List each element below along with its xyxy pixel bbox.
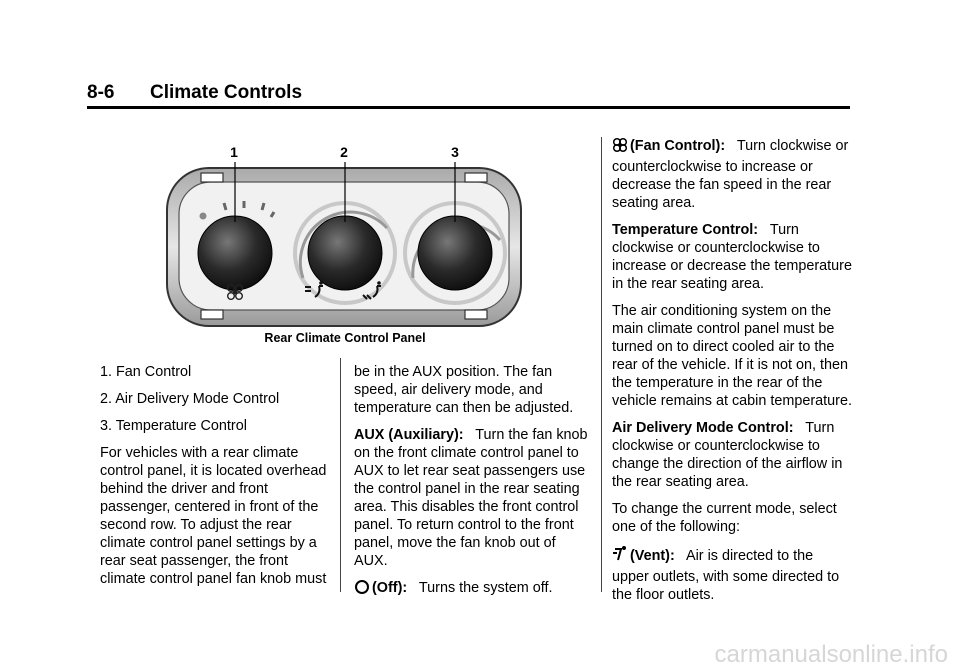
page-number: 8-6 [87, 82, 115, 103]
vent-paragraph [612, 545, 852, 604]
fan-indicator-3 [262, 203, 264, 210]
aux-term: AUX (Auxiliary): [354, 427, 464, 443]
intro-paragraph: For vehicles with a rear climate control panel, it is located overhead behind the driver and front passenger, centered in front of the second row. To adjust the rear climate control panel settings by a rear seat passenger, the front climate control panel fan knob must [100, 445, 327, 587]
column-divider-1 [340, 358, 341, 592]
vent-mode-icon [612, 545, 628, 568]
fan-control-text: Turn clockwise or counterclockwise to increase or decrease the fan speed in the rear seating area. [612, 138, 849, 211]
header-rule [87, 106, 850, 109]
column-3 [612, 137, 852, 613]
fan-knob [198, 216, 272, 290]
column-2 [354, 363, 590, 609]
mode-knob [308, 216, 382, 290]
off-paragraph [354, 579, 590, 600]
callout-3: 3 [451, 144, 459, 160]
vent-term: (Vent): [630, 548, 675, 564]
mode-text: Turn clockwise or counterclockwise to change the direction of the airflow in the rear seating area. [612, 420, 843, 490]
fan-control-term: (Fan Control): [630, 138, 726, 154]
column-divider-2 [601, 137, 602, 592]
aux-text: Turn the fan knob on the front climate control panel to AUX to let rear seat passengers use the control panel in the rear seating area. This disables the front control panel. To return control to the front panel, move the fan knob out of AUX. [354, 427, 588, 569]
top-left-clip [201, 173, 223, 182]
watermark: carmanualsonline.info [714, 641, 948, 668]
ac-paragraph: The air conditioning system on the main climate control panel must be turned on to direct cooled air to the rear of the vehicle. If it is not on, then the temperature in the rear of the vehicle remains at cabin temperature. [612, 303, 852, 409]
temperature-paragraph [612, 221, 852, 293]
fan-control-paragraph [612, 137, 852, 212]
section-title: Climate Controls [150, 82, 303, 103]
off-icon [354, 579, 370, 600]
aux-paragraph [354, 426, 590, 570]
list-item-air-delivery: 2. Air Delivery Mode Control [100, 391, 280, 407]
fan-indicator-off [200, 213, 207, 220]
temperature-term: Temperature Control: [612, 222, 759, 238]
aux-intro-paragraph: be in the AUX position. The fan speed, air delivery mode, and temperature can then be adjusted. [354, 364, 574, 416]
mode-paragraph [612, 419, 852, 491]
vent-text: Air is directed to the upper outlets, with some directed to the floor outlets. [612, 548, 840, 603]
column-1 [100, 363, 330, 597]
bottom-left-clip [201, 310, 223, 319]
page-header [87, 82, 302, 104]
fan-indicator-1 [224, 203, 226, 210]
off-term: (Off): [372, 580, 408, 596]
rear-climate-panel-illustration [165, 140, 525, 335]
list-item-fan-control: 1. Fan Control [100, 364, 192, 380]
list-item-temperature: 3. Temperature Control [100, 418, 247, 434]
temperature-text: Turn clockwise or counterclockwise to increase or decrease the temperature in the rear seating area. [612, 222, 852, 292]
callout-2: 2 [340, 144, 348, 160]
off-text: Turns the system off. [418, 580, 553, 596]
figure-caption: Rear Climate Control Panel [264, 331, 426, 345]
fan-icon [612, 137, 628, 158]
callout-1: 1 [230, 144, 238, 160]
mode-term: Air Delivery Mode Control: [612, 420, 794, 436]
change-mode-paragraph: To change the current mode, select one of the following: [612, 501, 837, 535]
temp-knob [418, 216, 492, 290]
bottom-right-clip [465, 310, 487, 319]
top-right-clip [465, 173, 487, 182]
